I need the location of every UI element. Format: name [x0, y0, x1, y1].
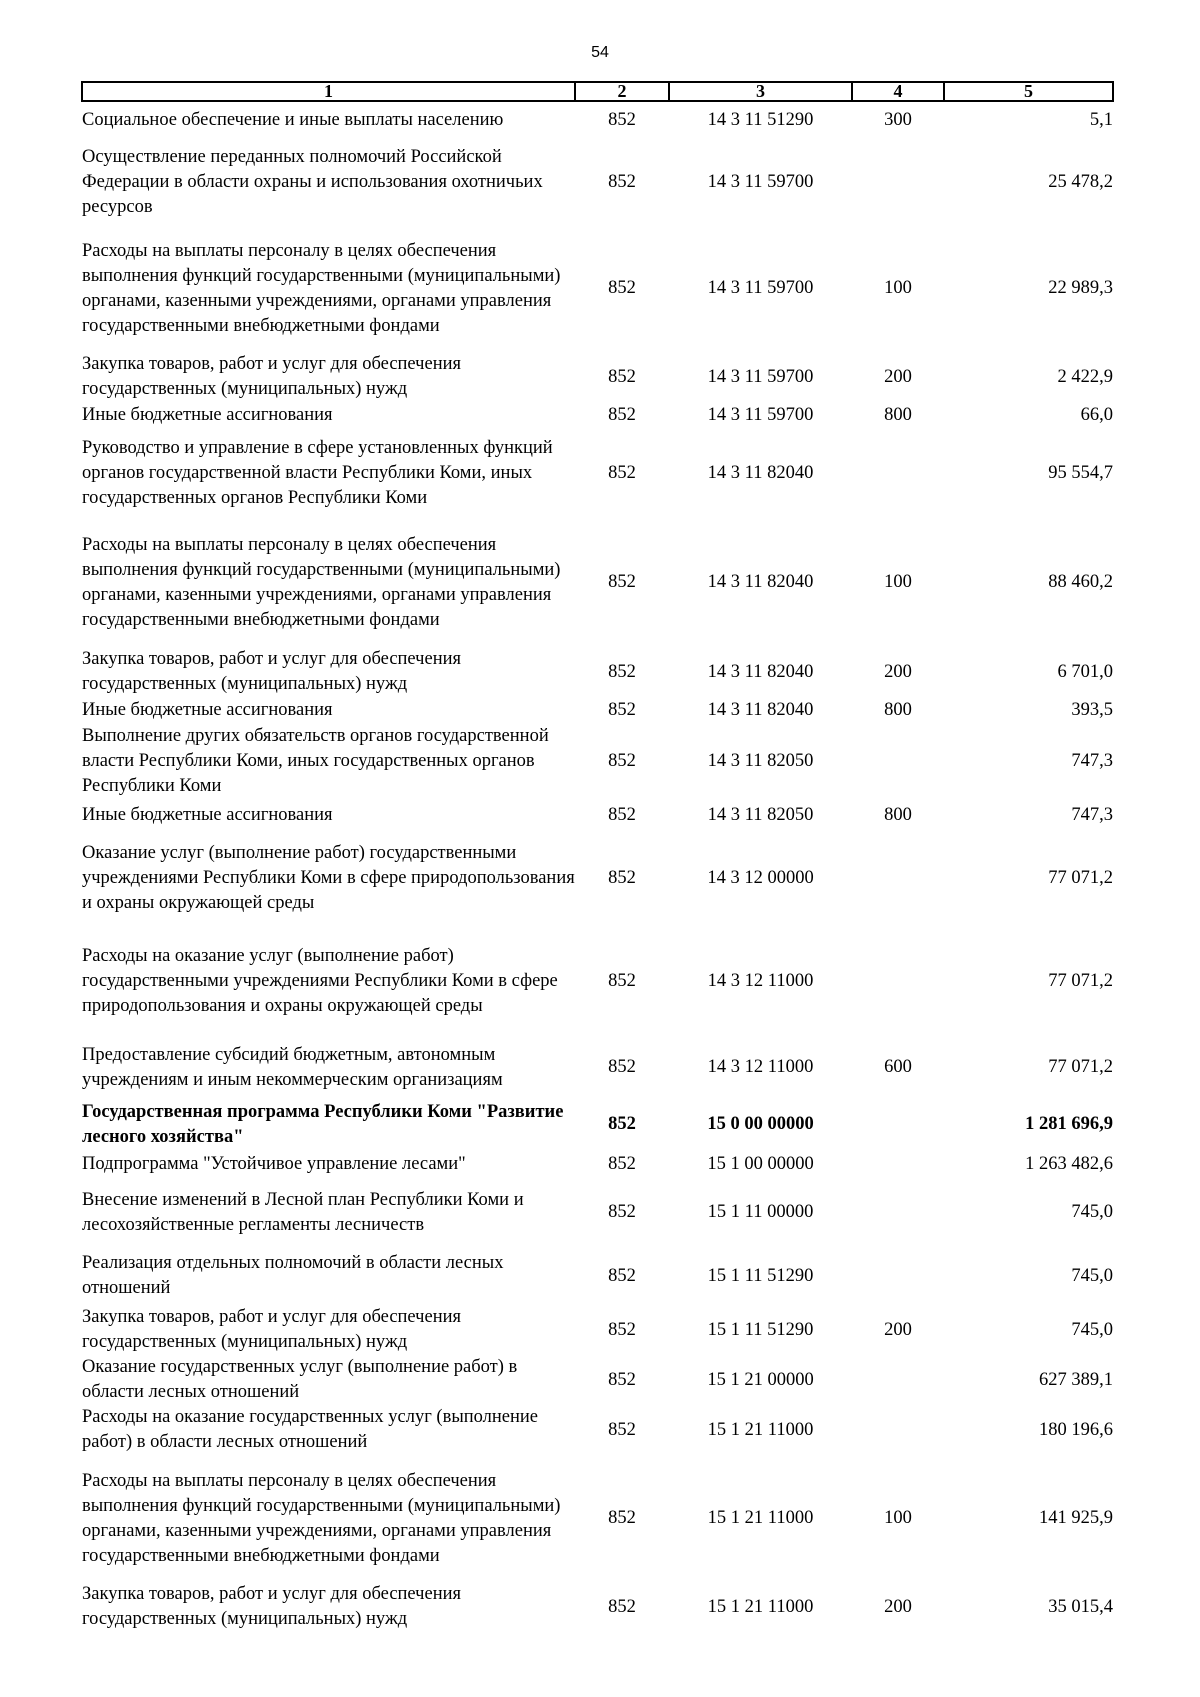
table-row: [82, 799, 1113, 832]
amount: 1 263 482,6: [1025, 1154, 1113, 1174]
table-row: [82, 139, 1113, 225]
admin-code: 852: [608, 1114, 636, 1134]
table-row: [82, 402, 1113, 429]
item-name: Расходы на оказание услуг (выполнение работ) государственными учреждениями Республики Коми в сфере природопользования и охраны окружающей среды: [82, 945, 558, 1016]
target-article-code: 15 1 11 51290: [707, 1265, 814, 1286]
item-name: Осуществление переданных полномочий Российской Федерации в области охраны и использования охотничьих ресурсов: [82, 146, 543, 217]
amount: 1 281 696,9: [1025, 1114, 1113, 1134]
item-name: Расходы на выплаты персоналу в целях обеспечения выполнения функций государственными (муниципальными) органами, казенными учреждениями, органами управления государственными внебюджетными фондами: [82, 1470, 561, 1566]
admin-code: 852: [608, 572, 636, 592]
column-header-5: 5: [944, 82, 1113, 101]
table-row: [82, 1355, 1113, 1405]
admin-code: 852: [608, 661, 636, 682]
target-article-code: 14 3 11 82040: [707, 700, 814, 720]
item-name: Закупка товаров, работ и услуг для обеспечения государственных (муниципальных) нужд: [82, 354, 462, 399]
amount: 77 071,2: [1048, 868, 1113, 888]
admin-code: 852: [608, 1596, 636, 1617]
item-name: Реализация отдельных полномочий в области лесных отношений: [82, 1253, 504, 1298]
admin-code: 852: [608, 1202, 636, 1222]
expense-type-code: 800: [884, 700, 912, 720]
amount: 6 701,0: [1057, 661, 1113, 682]
target-article-code: 15 1 21 00000: [707, 1369, 814, 1390]
column-number-row: [82, 82, 1113, 101]
amount: 95 554,7: [1048, 463, 1113, 483]
amount: 747,3: [1071, 751, 1113, 771]
expense-type-code: [852, 1247, 944, 1305]
admin-code: 852: [608, 1265, 636, 1286]
amount: 77 071,2: [1048, 1057, 1113, 1077]
item-name: Руководство и управление в сфере установленных функций органов государственной власти Республики Коми, иных государственных органов Республики Коми: [82, 438, 553, 508]
table-row: [82, 647, 1113, 697]
item-name: Подпрограмма "Устойчивое управление лесами": [82, 1154, 466, 1174]
admin-code: 852: [608, 278, 636, 298]
expense-type-code: 100: [884, 1508, 912, 1528]
target-article-code: 14 3 11 59700: [707, 171, 814, 192]
item-name: Предоставление субсидий бюджетным, автономным учреждениям и иным некоммерческим организациям: [82, 1044, 503, 1090]
expense-type-code: [852, 1151, 944, 1178]
expense-type-code: [852, 1178, 944, 1247]
target-article-code: 15 0 00 00000: [707, 1114, 814, 1134]
expense-type-code: [852, 925, 944, 1037]
expense-type-code: 100: [884, 572, 912, 592]
amount: 77 071,2: [1048, 970, 1113, 991]
table-row: [82, 1037, 1113, 1098]
page-number: 54: [591, 44, 609, 61]
target-article-code: 15 1 11 00000: [707, 1202, 814, 1222]
amount: 745,0: [1071, 1319, 1113, 1340]
table-row: [82, 518, 1113, 647]
amount: 5,1: [1089, 110, 1113, 130]
admin-code: 852: [608, 1154, 636, 1174]
target-article-code: 14 3 11 82050: [707, 805, 814, 825]
admin-code: 852: [608, 805, 636, 825]
target-article-code: 14 3 11 59700: [707, 405, 814, 425]
admin-code: 852: [608, 1369, 636, 1390]
expense-type-code: 100: [884, 278, 912, 298]
item-name: Расходы на оказание государственных услуг (выполнение работ) в области лесных отношений: [82, 1407, 539, 1452]
expense-type-code: 200: [884, 366, 912, 387]
expense-type-code: [852, 1098, 944, 1151]
column-header-1: 1: [82, 82, 575, 101]
item-name: Закупка товаров, работ и услуг для обеспечения государственных (муниципальных) нужд: [82, 649, 462, 694]
item-name: Выполнение других обязательств органов государственной власти Республики Коми, иных государственных органов Республики Коми: [82, 726, 549, 796]
amount: 627 389,1: [1039, 1369, 1113, 1390]
item-name: Внесение изменений в Лесной план Республики Коми и лесохозяйственные регламенты лесничеств: [82, 1189, 524, 1235]
table-row: [82, 429, 1113, 518]
target-article-code: 14 3 12 00000: [707, 868, 814, 888]
target-article-code: 14 3 11 82040: [707, 661, 814, 682]
table-body: [82, 101, 1113, 1632]
column-header-4: 4: [852, 82, 944, 101]
target-article-code: 14 3 12 11000: [707, 1057, 814, 1077]
item-name: Расходы на выплаты персоналу в целях обеспечения выполнения функций государственными (муниципальными) органами, казенными учреждениями, органами управления государственными внебюджетными фондами: [82, 534, 561, 630]
table-row: [82, 1178, 1113, 1247]
table-row: [82, 1405, 1113, 1455]
amount: 180 196,6: [1039, 1419, 1113, 1440]
item-name: Закупка товаров, работ и услуг для обеспечения государственных (муниципальных) нужд: [82, 1584, 462, 1629]
table-row: [82, 101, 1113, 139]
target-article-code: 15 1 21 11000: [707, 1508, 814, 1528]
expense-type-code: 200: [884, 1596, 912, 1617]
admin-code: 852: [608, 405, 636, 425]
expense-type-code: 200: [884, 661, 912, 682]
admin-code: 852: [608, 970, 636, 991]
item-name: Закупка товаров, работ и услуг для обеспечения государственных (муниципальных) нужд: [82, 1307, 462, 1352]
target-article-code: 14 3 11 59700: [707, 366, 814, 387]
table-row: [82, 832, 1113, 925]
amount: 88 460,2: [1048, 572, 1113, 592]
expense-type-code: [852, 1405, 944, 1455]
admin-code: 852: [608, 110, 636, 130]
table-row: [82, 697, 1113, 724]
target-article-code: 15 1 21 11000: [707, 1419, 814, 1440]
target-article-code: 14 3 12 11000: [707, 970, 814, 991]
amount: 66,0: [1080, 405, 1113, 425]
table-row: [82, 1582, 1113, 1632]
expense-type-code: [852, 429, 944, 518]
amount: 141 925,9: [1039, 1508, 1113, 1528]
amount: 22 989,3: [1048, 278, 1113, 298]
item-name: Государственная программа Республики Коми "Развитие лесного хозяйства": [82, 1101, 564, 1147]
expense-type-code: [852, 1355, 944, 1405]
target-article-code: 15 1 00 00000: [707, 1154, 814, 1174]
admin-code: 852: [608, 1319, 636, 1340]
expense-type-code: [852, 832, 944, 925]
item-name: Социальное обеспечение и иные выплаты населению: [82, 110, 504, 130]
expense-type-code: 800: [884, 405, 912, 425]
amount: 745,0: [1071, 1202, 1113, 1222]
target-article-code: 15 1 11 51290: [707, 1319, 814, 1340]
amount: 747,3: [1071, 805, 1113, 825]
admin-code: 852: [608, 171, 636, 192]
table-row: [82, 724, 1113, 799]
column-header-3: 3: [669, 82, 852, 101]
expense-type-code: 300: [884, 110, 912, 130]
target-article-code: 14 3 11 59700: [707, 278, 814, 298]
expense-type-code: [852, 139, 944, 225]
admin-code: 852: [608, 751, 636, 771]
target-article-code: 15 1 21 11000: [707, 1596, 814, 1617]
admin-code: 852: [608, 366, 636, 387]
admin-code: 852: [608, 868, 636, 888]
table-row: [82, 225, 1113, 352]
expense-type-code: 200: [884, 1319, 912, 1340]
table-row: [82, 1455, 1113, 1582]
expense-type-code: [852, 724, 944, 799]
item-name: Расходы на выплаты персоналу в целях обеспечения выполнения функций государственными (муниципальными) органами, казенными учреждениями, органами управления государственными внебюджетными фондами: [82, 240, 561, 336]
table-row: [82, 352, 1113, 402]
table-row: [82, 1247, 1113, 1305]
item-name: Иные бюджетные ассигнования: [82, 805, 333, 825]
target-article-code: 14 3 11 82050: [707, 751, 814, 771]
table-row: [82, 925, 1113, 1037]
admin-code: 852: [608, 700, 636, 720]
table-row: [82, 1098, 1113, 1151]
budget-table: [81, 81, 1114, 1632]
amount: 745,0: [1071, 1265, 1113, 1286]
item-name: Оказание услуг (выполнение работ) государственными учреждениями Республики Коми в сфере природопользования и охраны окружающей среды: [82, 843, 575, 913]
amount: 393,5: [1071, 700, 1113, 720]
target-article-code: 14 3 11 82040: [707, 463, 814, 483]
item-name: Оказание государственных услуг (выполнение работ) в области лесных отношений: [82, 1357, 518, 1402]
table-row: [82, 1151, 1113, 1178]
amount: 35 015,4: [1048, 1596, 1113, 1617]
expense-type-code: 600: [884, 1057, 912, 1077]
item-name: Иные бюджетные ассигнования: [82, 405, 333, 425]
admin-code: 852: [608, 1419, 636, 1440]
amount: 2 422,9: [1057, 366, 1113, 387]
admin-code: 852: [608, 1508, 636, 1528]
admin-code: 852: [608, 463, 636, 483]
item-name: Иные бюджетные ассигнования: [82, 700, 333, 720]
admin-code: 852: [608, 1057, 636, 1077]
table-row: [82, 1305, 1113, 1355]
target-article-code: 14 3 11 82040: [707, 572, 814, 592]
target-article-code: 14 3 11 51290: [707, 110, 814, 130]
column-header-2: 2: [575, 82, 669, 101]
expense-type-code: 800: [884, 805, 912, 825]
amount: 25 478,2: [1048, 171, 1113, 192]
